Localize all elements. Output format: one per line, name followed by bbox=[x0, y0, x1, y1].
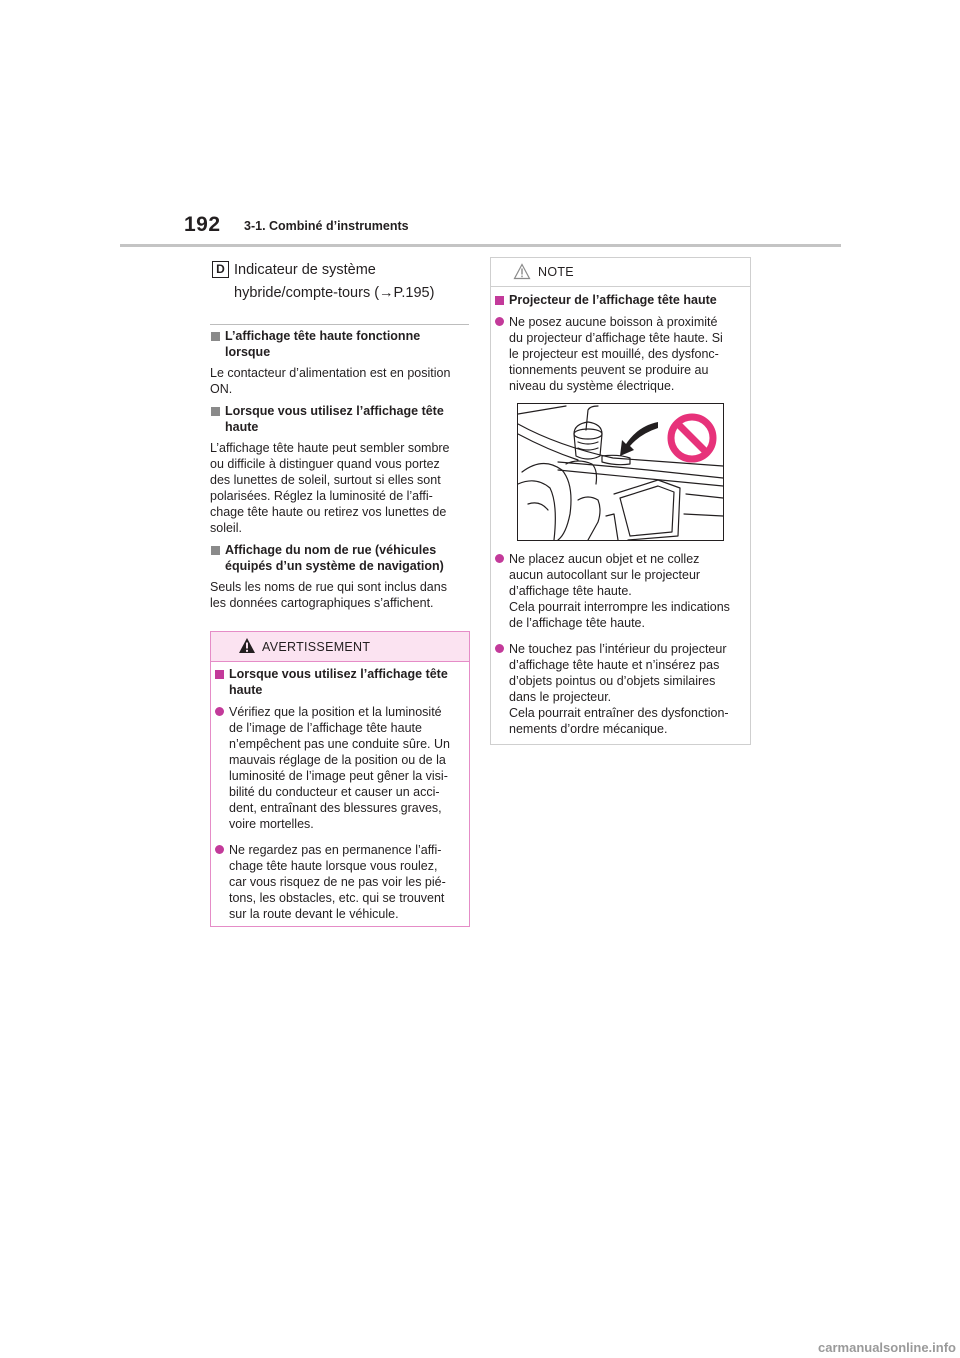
info-section-street-name bbox=[210, 543, 468, 611]
warning-box bbox=[210, 631, 470, 927]
square-bullet-icon bbox=[211, 546, 220, 555]
circle-bullet-icon bbox=[495, 644, 504, 653]
item-d-description bbox=[234, 259, 474, 305]
section-divider bbox=[210, 324, 469, 325]
circle-bullet-icon bbox=[495, 317, 504, 326]
note-bullet: Ne placez aucun objet et ne collez aucun autocollant sur le projecteur d’affichage tête haute. Cela pourrait interrompre les indications de l’affichage tête haute. bbox=[494, 551, 746, 631]
square-bullet-icon bbox=[495, 296, 504, 305]
info-section-operating bbox=[210, 329, 468, 397]
info-section-body: Le contacteur d’alimentation est en position ON. bbox=[210, 366, 451, 396]
item-d-line-2: hybride/compte-tours (→P.195) bbox=[234, 285, 435, 301]
page-number: 192 bbox=[184, 213, 221, 236]
circle-bullet-icon bbox=[215, 707, 224, 716]
warning-label: AVERTISSEMENT bbox=[262, 640, 371, 654]
note-bullet: Ne posez aucune boisson à proximité du projecteur d’affichage tête haute. Si le projecteur est mouillé, des dysfonc- tionnements peuvent se produire au niveau du système électrique. bbox=[494, 314, 746, 394]
warning-bullet: Vérifiez que la position et la luminosité de l’image de l’affichage tête haute n’empêchent pas une conduite sûre. Un mauvais réglage de la position ou de la luminosité de l’image peut gêner la visi- bilité du conducteur et causer un acci- dent, entraînant des blessures graves, voire mortelles. bbox=[214, 704, 464, 832]
note-label: NOTE bbox=[538, 265, 574, 279]
section-title: 3-1. Combiné d’instruments bbox=[244, 219, 409, 233]
info-section-heading: Lorsque vous utilisez l’affichage tête haute bbox=[210, 404, 468, 435]
info-section-heading: L’affichage tête haute fonctionne lorsque bbox=[210, 329, 468, 360]
circle-bullet-icon bbox=[495, 554, 504, 563]
header-divider bbox=[120, 244, 841, 247]
prohibition-sign-icon bbox=[666, 412, 718, 464]
warning-header bbox=[211, 632, 469, 662]
circle-bullet-icon bbox=[215, 845, 224, 854]
item-badge-d: D bbox=[212, 261, 229, 278]
note-header bbox=[491, 258, 750, 287]
square-bullet-icon bbox=[215, 670, 224, 679]
info-section-sunglasses bbox=[210, 404, 468, 536]
square-bullet-icon bbox=[211, 407, 220, 416]
warning-bullet: Ne regardez pas en permanence l’affi- chage tête haute lorsque vous roulez, car vous risquez de ne pas voir les pié- tons, les obstacles, etc. qui se trouvent sur la route devant le véhicule. bbox=[214, 842, 464, 922]
note-bullet: Ne touchez pas l’intérieur du projecteur d’affichage tête haute et n’insérez pas d’objets pointus ou d’objets similaires dans le projecteur. Cela pourrait entraîner des dysfonction- nements d’ordre mécanique. bbox=[494, 641, 746, 737]
info-section-body: L’affichage tête haute peut sembler sombre ou difficile à distinguer quand vous portez des lunettes de soleil, surtout si elles sont polarisées. Réglez la luminosité de l’affi- chage tête haute ou retirez vos lunettes de soleil. bbox=[210, 441, 450, 535]
warning-heading: Lorsque vous utilisez l’affichage tête haute bbox=[214, 667, 464, 698]
item-d-line-1: Indicateur de système bbox=[234, 262, 376, 278]
info-section-heading: Affichage du nom de rue (véhicules équipés d’un système de navigation) bbox=[210, 543, 468, 574]
info-section-body: Seuls les noms de rue qui sont inclus dans les données cartographiques s’affichent. bbox=[210, 580, 447, 610]
warning-triangle-icon bbox=[238, 637, 256, 654]
square-bullet-icon bbox=[211, 332, 220, 341]
watermark: carmanualsonline.info bbox=[723, 1338, 960, 1358]
caution-triangle-icon bbox=[513, 263, 531, 280]
note-heading: Projecteur de l’affichage tête haute bbox=[494, 293, 746, 309]
hud-projector-illustration bbox=[517, 403, 724, 541]
